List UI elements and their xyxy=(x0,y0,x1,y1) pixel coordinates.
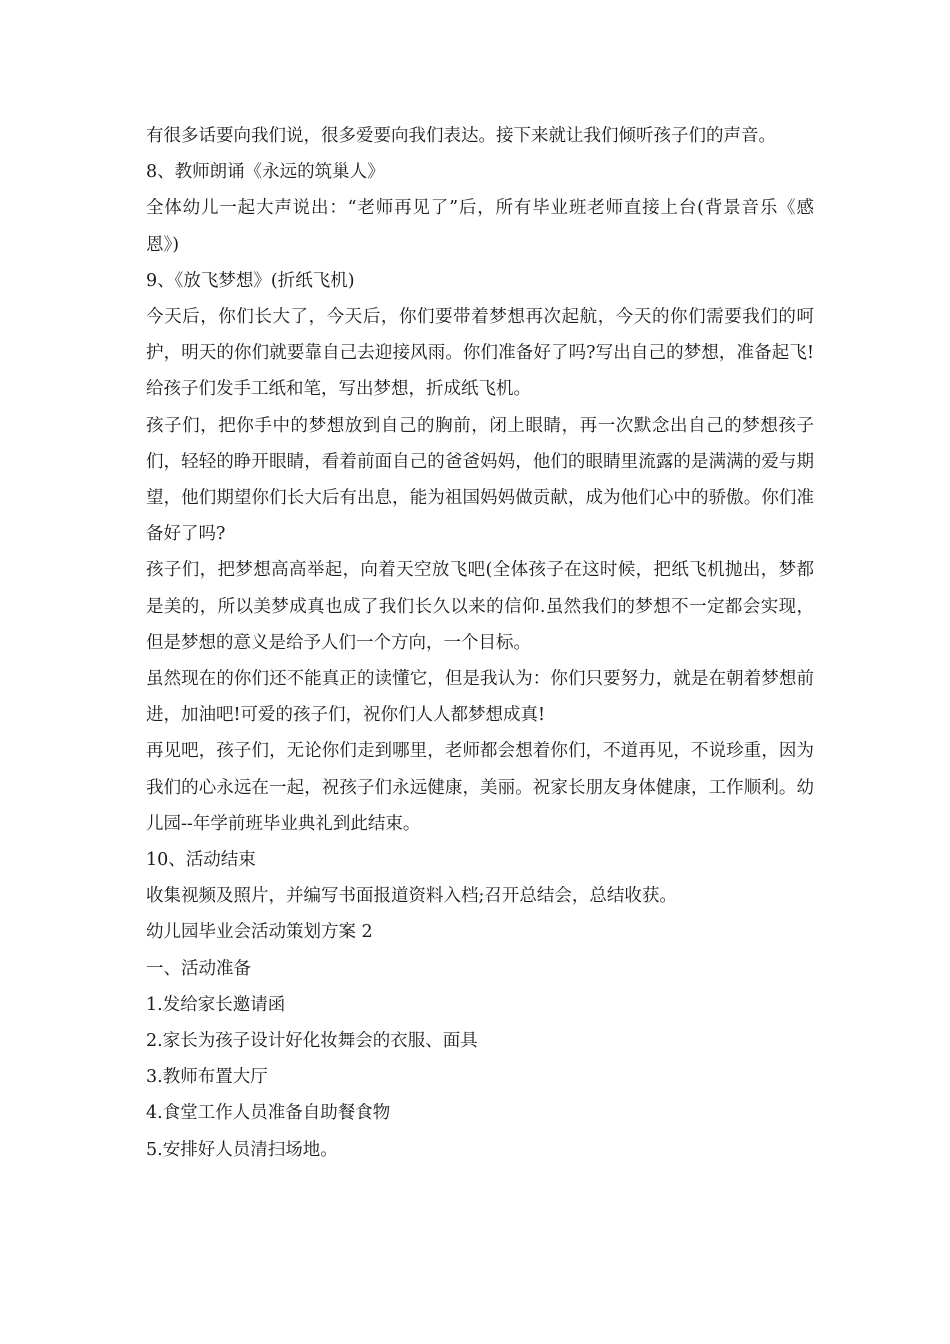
paragraph-work-hard: 虽然现在的你们还不能真正的读懂它，但是我认为：你们只要努力，就是在朝着梦想前进，加油吧!可爱的孩子们，祝你们人人都梦想成真! xyxy=(146,669,814,726)
paragraph-goodbye: 再见吧，孩子们，无论你们走到哪里，老师都会想着你们，不道再见，不说珍重，因为我们的心永远在一起，祝孩子们永远健康，美丽。祝家长朋友身体健康，工作顺利。幼儿园--年学前班毕业典礼到此结束。 xyxy=(146,741,814,834)
list-item: 1.发给家长邀请函 xyxy=(146,994,286,1015)
list-item: 2.家长为孩子设计好化妆舞会的衣服、面具 xyxy=(146,1031,478,1052)
document-body xyxy=(146,118,814,1168)
heading-item-9: 9、《放飞梦想》(折纸飞机) xyxy=(146,270,355,291)
paragraph-launch-dreams: 孩子们，把梦想高高举起，向着天空放飞吧(全体孩子在这时候，把纸飞机抛出，梦都是美的，所以美梦成真也成了我们长久以来的信仰.虽然我们的梦想不一定都会实现，但是梦想的意义是给予人们一个方向，一个目标。 xyxy=(146,560,814,653)
paragraph-today-grow-up: 今天后，你们长大了，今天后，你们要带着梦想再次起航，今天的你们需要我们的呵护，明天的你们就要靠自己去迎接风雨。你们准备好了吗?写出自己的梦想，准备起飞!给孩子们发手工纸和笔，写出梦想，折成纸飞机。 xyxy=(146,307,814,400)
list-item: 5.安排好人员清扫场地。 xyxy=(146,1139,338,1160)
list-item: 3.教师布置大厅 xyxy=(146,1067,268,1088)
section-title-plan-2: 幼儿园毕业会活动策划方案 2 xyxy=(146,922,373,943)
subheading-preparation: 一、活动准备 xyxy=(146,958,251,979)
heading-item-10: 10、活动结束 xyxy=(146,850,256,871)
paragraph-closing-voice: 有很多话要向我们说，很多爱要向我们表达。接下来就让我们倾听孩子们的声音。 xyxy=(146,126,776,146)
heading-item-8: 8、教师朗诵《永远的筑巢人》 xyxy=(146,162,385,183)
paragraph-collect-media: 收集视频及照片，并编写书面报道资料入档;召开总结会，总结收获。 xyxy=(146,886,677,907)
paragraph-farewell-teachers: 全体幼儿一起大声说出：“老师再见了”后，所有毕业班老师直接上台(背景音乐《感恩》) xyxy=(146,198,814,255)
paragraph-dream-chest: 孩子们，把你手中的梦想放到自己的胸前，闭上眼睛，再一次默念出自己的梦想孩子们，轻轻的睁开眼睛，看着前面自己的爸爸妈妈，他们的眼睛里流露的是满满的爱与期望，他们期望你们长大后有出息，能为祖国妈妈做贡献，成为他们心中的骄傲。你们准备好了吗? xyxy=(146,415,814,545)
list-item: 4.食堂工作人员准备自助餐食物 xyxy=(146,1103,391,1124)
